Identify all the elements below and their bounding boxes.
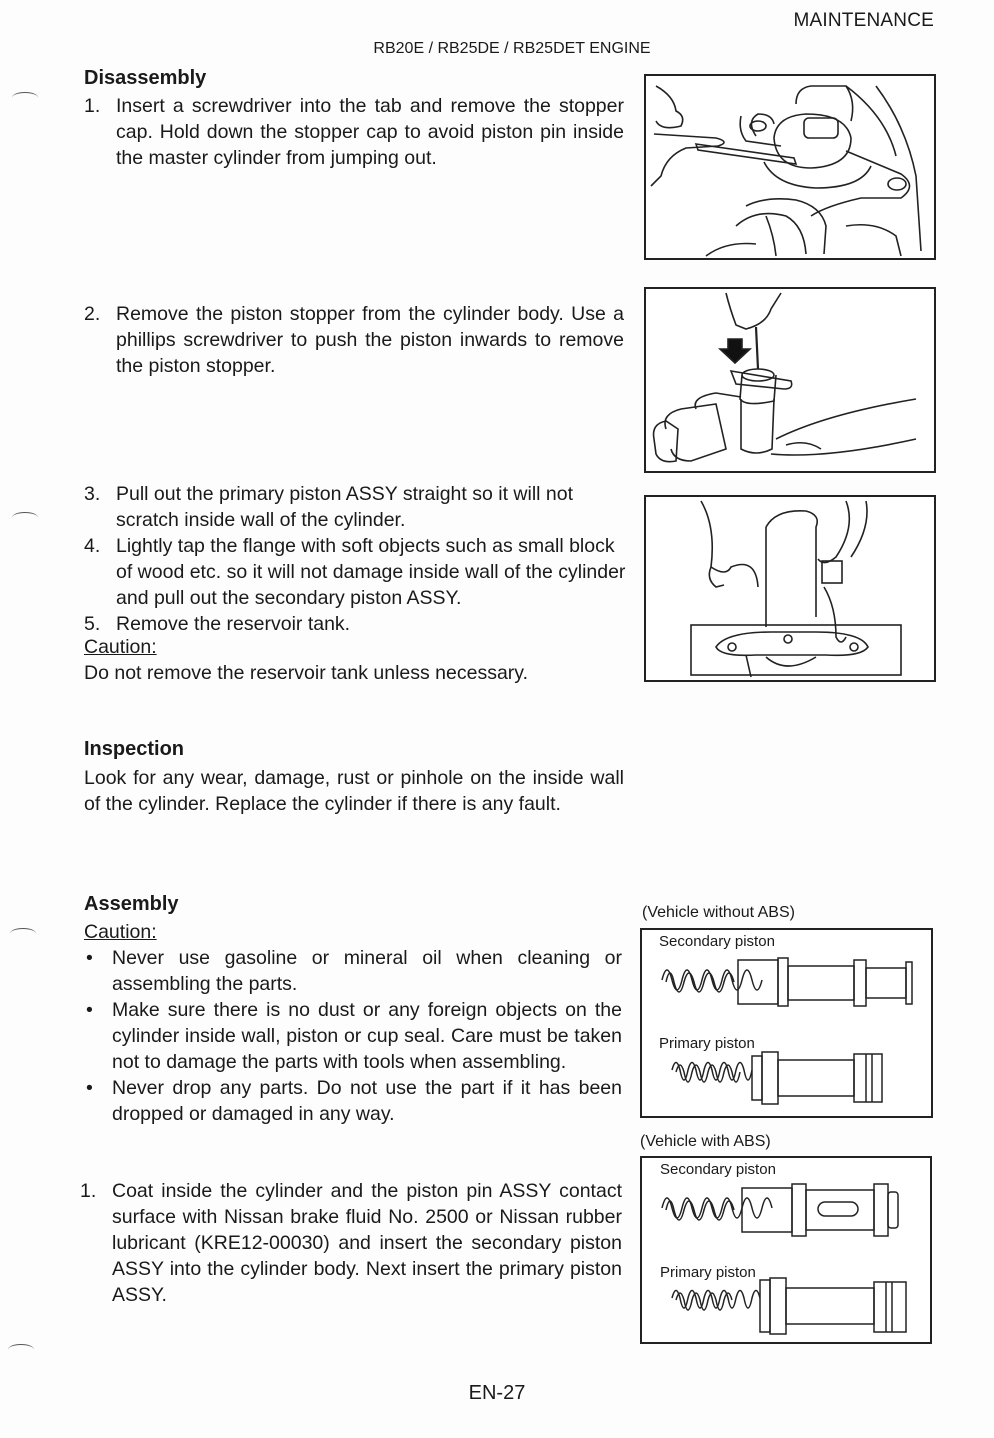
disassembly-step-1 [84, 93, 624, 171]
section-header: MAINTENANCE [793, 10, 934, 31]
bullet-icon: • [86, 947, 93, 969]
disassembly-step-5 [84, 611, 629, 637]
figure-piston-stopper-removal [644, 287, 936, 473]
margin-mark [8, 1344, 34, 1355]
step-number: 1. [80, 1180, 97, 1202]
bullet-text: Make sure there is no dust or any foreign objects on the cylinder inside wall, piston or cup seal. Care must be taken not to damage the parts with tools when assembling. [112, 999, 622, 1073]
disassembly-step-3 [84, 481, 629, 533]
disassembly-title: Disassembly [84, 67, 207, 89]
figure-pistons-without-abs [640, 928, 933, 1118]
margin-mark [12, 512, 38, 523]
disassembly-step-4 [84, 533, 629, 611]
step-number: 2. [84, 303, 101, 325]
secondary-piston-illustration [646, 497, 934, 680]
page-number: EN-27 [468, 1382, 526, 1404]
assembly-caution-list [84, 945, 622, 1127]
step-text: Lightly tap the flange with soft objects such as small block of wood etc. so it will not damage inside wall of the cylinder and pull out the secondary piston ASSY. [116, 535, 626, 609]
label-primary-piston: Primary piston [660, 1264, 756, 1281]
assembly-step-1 [80, 1178, 622, 1308]
step-number: 5. [84, 613, 101, 635]
assembly-title: Assembly [84, 893, 179, 915]
margin-mark [10, 928, 36, 939]
label-secondary-piston: Secondary piston [659, 933, 775, 950]
caption-with-abs: (Vehicle with ABS) [640, 1133, 771, 1150]
inspection-title: Inspection [84, 738, 185, 760]
piston-stopper-illustration [646, 289, 934, 471]
bullet-icon: • [86, 1077, 93, 1099]
bullet-text: Never drop any parts. Do not use the part if it has been dropped or damaged in any way. [112, 1077, 622, 1125]
disassembly-caution-text: Do not remove the reservoir tank unless necessary. [84, 662, 529, 684]
disassembly-steps-3-5 [84, 481, 629, 637]
disassembly-caution-label: Caution: [84, 636, 157, 658]
caution-bullet [84, 1075, 622, 1127]
caution-bullet [84, 945, 622, 997]
assembly-caution-label: Caution: [84, 921, 157, 943]
step-text: Pull out the primary piston ASSY straight so it will not scratch inside wall of the cylinder. [116, 483, 574, 531]
step-number: 1. [84, 95, 101, 117]
stopper-cap-illustration [646, 76, 934, 258]
step-number: 4. [84, 535, 101, 557]
arrow-down-icon [720, 339, 750, 363]
step-number: 3. [84, 483, 101, 505]
step-text: Insert a screwdriver into the tab and remove the stopper cap. Hold down the stopper cap to avoid piston pin inside the master cylinder from jumping out. [116, 95, 624, 169]
figure-pistons-with-abs [640, 1156, 932, 1344]
bullet-text: Never use gasoline or mineral oil when cleaning or assembling the parts. [112, 947, 622, 995]
engine-header: RB20E / RB25DE / RB25DET ENGINE [373, 40, 651, 57]
label-secondary-piston: Secondary piston [660, 1161, 776, 1178]
step-text: Remove the reservoir tank. [116, 613, 351, 635]
pistons-illustration [642, 930, 931, 1116]
secondary-piston-drawing [662, 958, 912, 1006]
caution-bullet [84, 997, 622, 1075]
primary-piston-drawing [672, 1052, 882, 1104]
figure-secondary-piston-pullout [644, 495, 936, 682]
secondary-piston-abs-drawing [662, 1184, 898, 1236]
label-primary-piston: Primary piston [659, 1035, 755, 1052]
pistons-abs-illustration [642, 1158, 930, 1342]
inspection-text: Look for any wear, damage, rust or pinhole on the inside wall of the cylinder. Replace the cylinder if there is any fault. [84, 767, 624, 815]
disassembly-step-2 [84, 301, 624, 379]
step-text: Remove the piston stopper from the cylinder body. Use a phillips screwdriver to push the piston inwards to remove the piston stopper. [116, 303, 624, 377]
primary-piston-abs-drawing [672, 1278, 906, 1334]
figure-stopper-cap-removal [644, 74, 936, 260]
margin-mark [12, 92, 38, 103]
bullet-icon: • [86, 999, 93, 1021]
caption-without-abs: (Vehicle without ABS) [642, 904, 795, 921]
step-text: Coat inside the cylinder and the piston pin ASSY contact surface with Nissan brake fluid No. 2500 or Nissan rubber lubricant (KRE12-00030) and insert the secondary piston ASSY into the cylinder body. Next insert the primary piston ASSY. [112, 1180, 622, 1306]
